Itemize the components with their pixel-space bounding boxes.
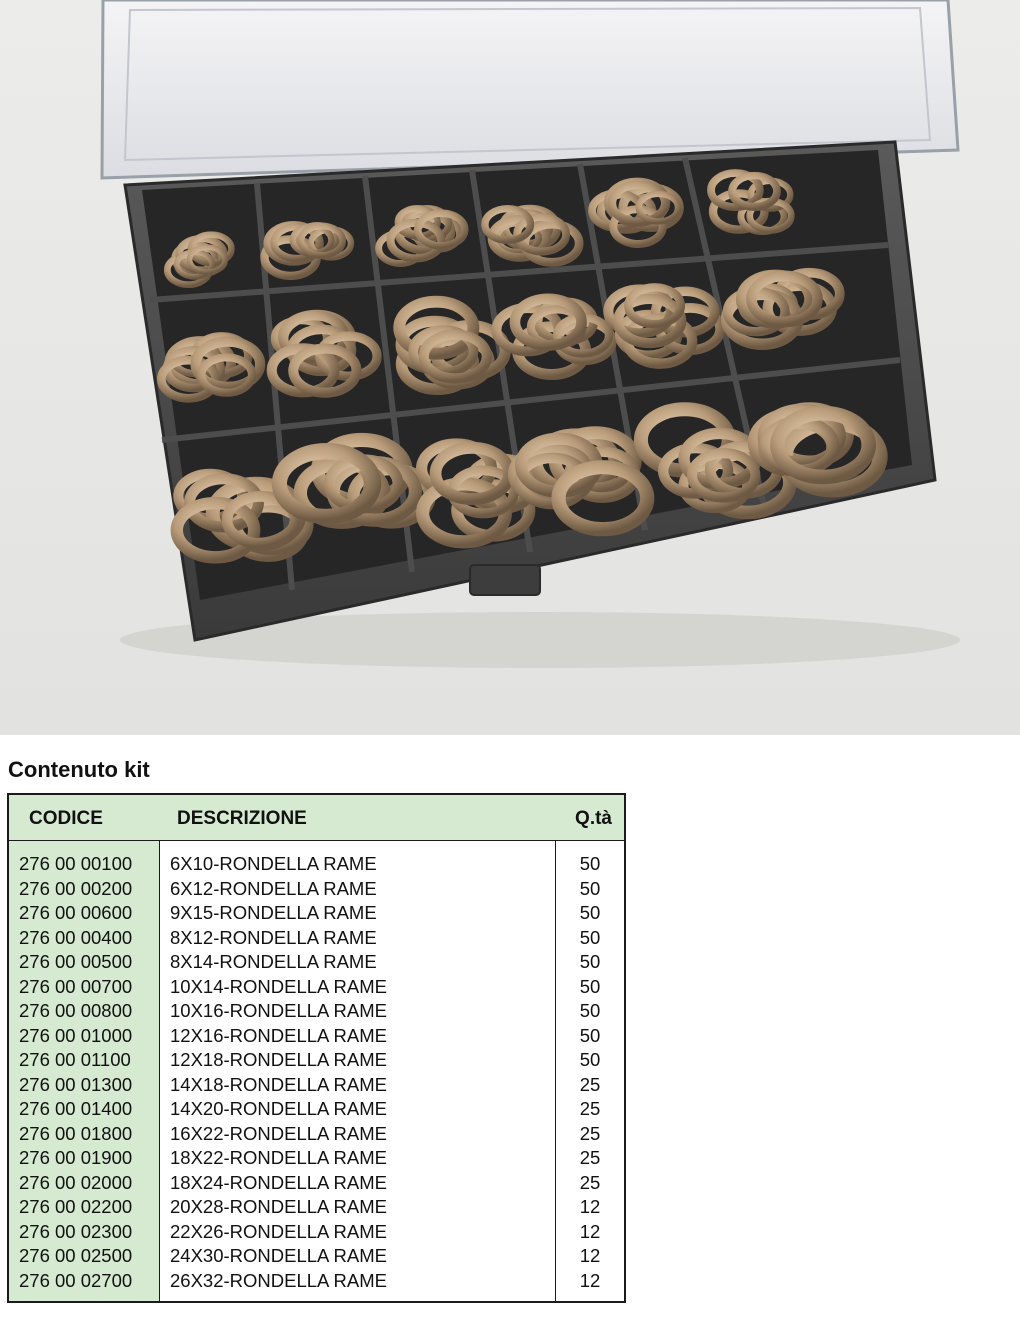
row-description: 12X16-RONDELLA RAME xyxy=(170,1024,387,1046)
row-description: 16X22-RONDELLA RAME xyxy=(170,1122,387,1144)
row-description: 6X10-RONDELLA RAME xyxy=(170,853,377,874)
kit-content-table xyxy=(7,793,626,1303)
case-latch xyxy=(470,565,540,595)
row-code: 276 00 02300 xyxy=(19,1220,133,1242)
row-code: 276 00 00800 xyxy=(19,1000,133,1021)
row-qty: 12 xyxy=(579,1196,601,1217)
row-qty: 50 xyxy=(579,1024,601,1046)
row-qty: 25 xyxy=(579,1122,601,1144)
kit-title: Contenuto kit xyxy=(8,757,150,782)
table-row xyxy=(9,1172,624,1197)
header-description: DESCRIZIONE xyxy=(177,808,307,829)
row-code: 276 00 01000 xyxy=(19,1024,133,1046)
table-body xyxy=(9,853,624,1294)
row-qty: 50 xyxy=(579,902,601,923)
table-row xyxy=(9,1074,624,1099)
row-description: 14X20-RONDELLA RAME xyxy=(170,1098,387,1119)
table-row xyxy=(9,1245,624,1270)
row-qty: 25 xyxy=(579,1073,601,1095)
row-qty: 50 xyxy=(579,853,601,874)
row-description: 8X12-RONDELLA RAME xyxy=(170,926,377,948)
table-row xyxy=(9,878,624,903)
table-header xyxy=(9,795,624,841)
row-description: 10X14-RONDELLA RAME xyxy=(170,975,387,997)
row-code: 276 00 00500 xyxy=(19,951,133,972)
row-description: 22X26-RONDELLA RAME xyxy=(170,1220,387,1242)
header-code: CODICE xyxy=(29,808,103,829)
row-code: 276 00 02000 xyxy=(19,1171,133,1193)
table-row xyxy=(9,927,624,952)
header-qty: Q.tà xyxy=(575,808,612,829)
row-qty: 50 xyxy=(579,975,601,997)
table-row xyxy=(9,1123,624,1148)
row-code: 276 00 00400 xyxy=(19,926,133,948)
table-row xyxy=(9,1196,624,1221)
row-code: 276 00 00600 xyxy=(19,902,133,923)
table-row xyxy=(9,1000,624,1025)
row-qty: 50 xyxy=(579,951,601,972)
row-description: 10X16-RONDELLA RAME xyxy=(170,1000,387,1021)
row-code: 276 00 01300 xyxy=(19,1073,133,1095)
row-qty: 50 xyxy=(579,877,601,899)
row-code: 276 00 02500 xyxy=(19,1245,133,1266)
row-description: 18X22-RONDELLA RAME xyxy=(170,1147,387,1168)
row-qty: 25 xyxy=(579,1171,601,1193)
row-code: 276 00 02200 xyxy=(19,1196,133,1217)
row-description: 9X15-RONDELLA RAME xyxy=(170,902,377,923)
table-row xyxy=(9,902,624,927)
table-row xyxy=(9,1098,624,1123)
row-code: 276 00 01800 xyxy=(19,1122,133,1144)
table-row xyxy=(9,976,624,1001)
table-row xyxy=(9,853,624,878)
row-description: 8X14-RONDELLA RAME xyxy=(170,951,377,972)
row-description: 20X28-RONDELLA RAME xyxy=(170,1196,387,1217)
row-qty: 25 xyxy=(579,1147,601,1168)
table-row xyxy=(9,1270,624,1295)
row-description: 26X32-RONDELLA RAME xyxy=(170,1269,387,1291)
row-description: 18X24-RONDELLA RAME xyxy=(170,1171,387,1193)
row-qty: 50 xyxy=(579,926,601,948)
row-code: 276 00 00100 xyxy=(19,853,133,874)
row-qty: 50 xyxy=(579,1049,601,1070)
table-row xyxy=(9,951,624,976)
row-code: 276 00 01400 xyxy=(19,1098,133,1119)
table-row xyxy=(9,1221,624,1246)
row-qty: 50 xyxy=(579,1000,601,1021)
row-code: 276 00 01100 xyxy=(19,1049,131,1070)
row-description: 12X18-RONDELLA RAME xyxy=(170,1049,387,1070)
row-qty: 12 xyxy=(579,1269,601,1291)
row-qty: 12 xyxy=(579,1220,601,1242)
row-description: 6X12-RONDELLA RAME xyxy=(170,877,377,899)
row-description: 14X18-RONDELLA RAME xyxy=(170,1073,387,1095)
row-code: 276 00 02700 xyxy=(19,1269,133,1291)
table-row xyxy=(9,1147,624,1172)
row-code: 276 00 01900 xyxy=(19,1147,133,1168)
row-qty: 25 xyxy=(579,1098,601,1119)
table-row xyxy=(9,1025,624,1050)
row-qty: 12 xyxy=(579,1245,601,1266)
row-code: 276 00 00200 xyxy=(19,877,133,899)
row-code: 276 00 00700 xyxy=(19,975,133,997)
table-row xyxy=(9,1049,624,1074)
row-description: 24X30-RONDELLA RAME xyxy=(170,1245,387,1266)
